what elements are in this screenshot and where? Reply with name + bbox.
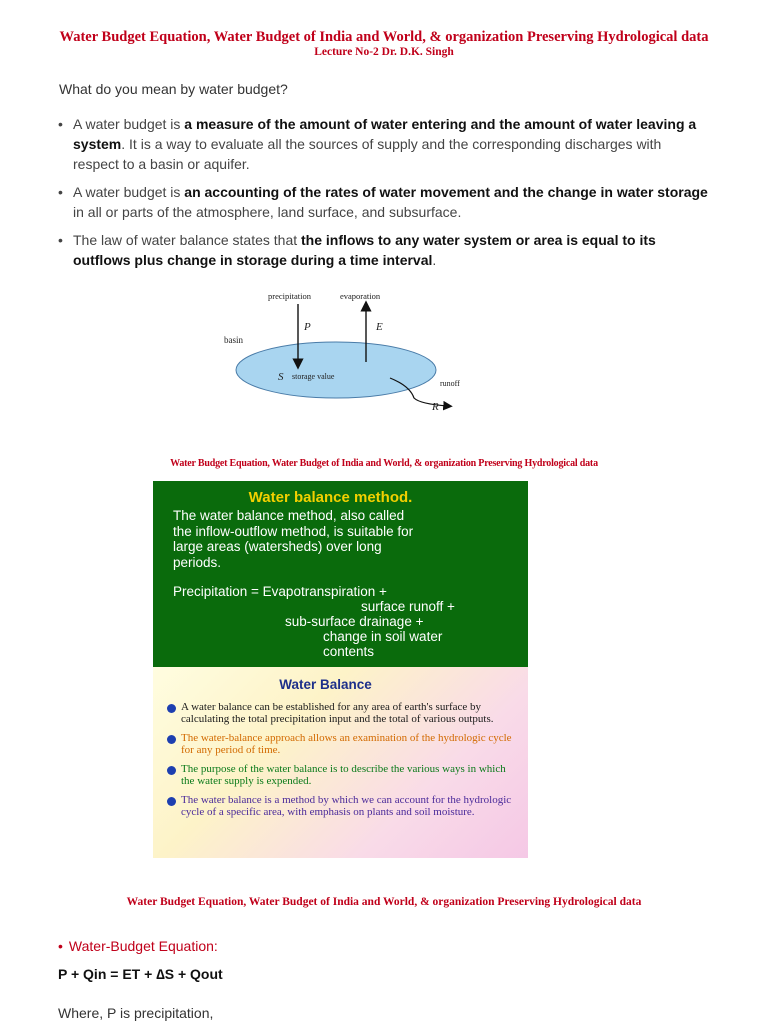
list-item: The purpose of the water balance is to describe the various ways in which the water supply is expended. — [167, 764, 514, 787]
bullet-ball-icon — [167, 766, 176, 775]
definition-list — [58, 114, 708, 278]
basin-label: basin — [224, 335, 243, 345]
precipitation-label: precipitation — [268, 291, 311, 301]
bullet-item: • A water budget is an accounting of the rates of water movement and the change in water storage in all or parts of the atmosphere, land surface, and subsurface. — [58, 184, 708, 220]
p-label: P — [304, 321, 311, 333]
bullet-dot-icon: • — [58, 938, 63, 954]
where-text: Where, P is precipitation, — [58, 1005, 214, 1021]
question-text: What do you mean by water budget? — [59, 81, 288, 97]
lecture-subtitle: Lecture No-2 Dr. D.K. Singh — [314, 46, 454, 58]
r-label: R — [432, 401, 439, 413]
bullet-item: • A water budget is a measure of the amount of water entering and the amount of water leaving a system. It is a way to evaluate all the sources of supply and the corresponding discharges with respect to a basin or aquifer. — [58, 116, 697, 172]
storage-label: storage value — [292, 372, 335, 381]
list-item: The water balance is a method by which we can account for the hydrologic cycle of a specific area, with emphasis on plants and soil moisture. — [167, 795, 514, 818]
list-item: The water-balance approach allows an examination of the hydrologic cycle for any period of time. — [167, 733, 514, 756]
section-header: Water Budget Equation, Water Budget of India and World, & organization Preserving Hydrological data — [126, 896, 642, 908]
basin-ellipse — [236, 342, 436, 398]
list-item: A water balance can be established for any area of earth's surface by calculating the total precipitation input and the total of various outputs. — [167, 702, 514, 725]
bullet-ball-icon — [167, 797, 176, 806]
water-budget-formula: P + Qin = ET + ∆S + Qout — [58, 966, 223, 982]
equation-heading: • Water-Budget Equation: — [58, 938, 218, 954]
slide-title: Water balance method. — [248, 489, 413, 506]
e-label: E — [376, 321, 383, 333]
slide-body: The water balance method, also called the inflow-outflow method, is suitable for large areas (watersheds) over long periods. — [173, 508, 414, 570]
water-balance-slide — [153, 667, 528, 858]
bullet-item: • The law of water balance states that the inflows to any water system or area is equal to its outflows plus change in storage during a time interval. — [58, 232, 656, 268]
bullet-ball-icon — [167, 735, 176, 744]
runoff-label: runoff — [440, 379, 460, 388]
s-label: S — [278, 371, 284, 383]
bullet-dot-icon: • — [58, 232, 63, 248]
evaporation-label: evaporation — [340, 291, 381, 301]
section-header: Water Budget Equation, Water Budget of India and World, & organization Preserving Hydrological data — [170, 458, 598, 469]
slide-title: Water Balance — [279, 677, 372, 692]
water-budget-diagram — [218, 286, 478, 414]
water-balance-method-slide — [153, 481, 528, 667]
bullet-dot-icon: • — [58, 116, 63, 132]
slide-equation: Precipitation = Evapotranspiration + surface runoff + sub-surface drainage + change in soil water contents — [173, 584, 455, 659]
bullet-ball-icon — [167, 704, 176, 713]
bullet-dot-icon: • — [58, 184, 63, 200]
page-title: Water Budget Equation, Water Budget of India and World, & organization Preserving Hydrological data — [59, 29, 709, 45]
